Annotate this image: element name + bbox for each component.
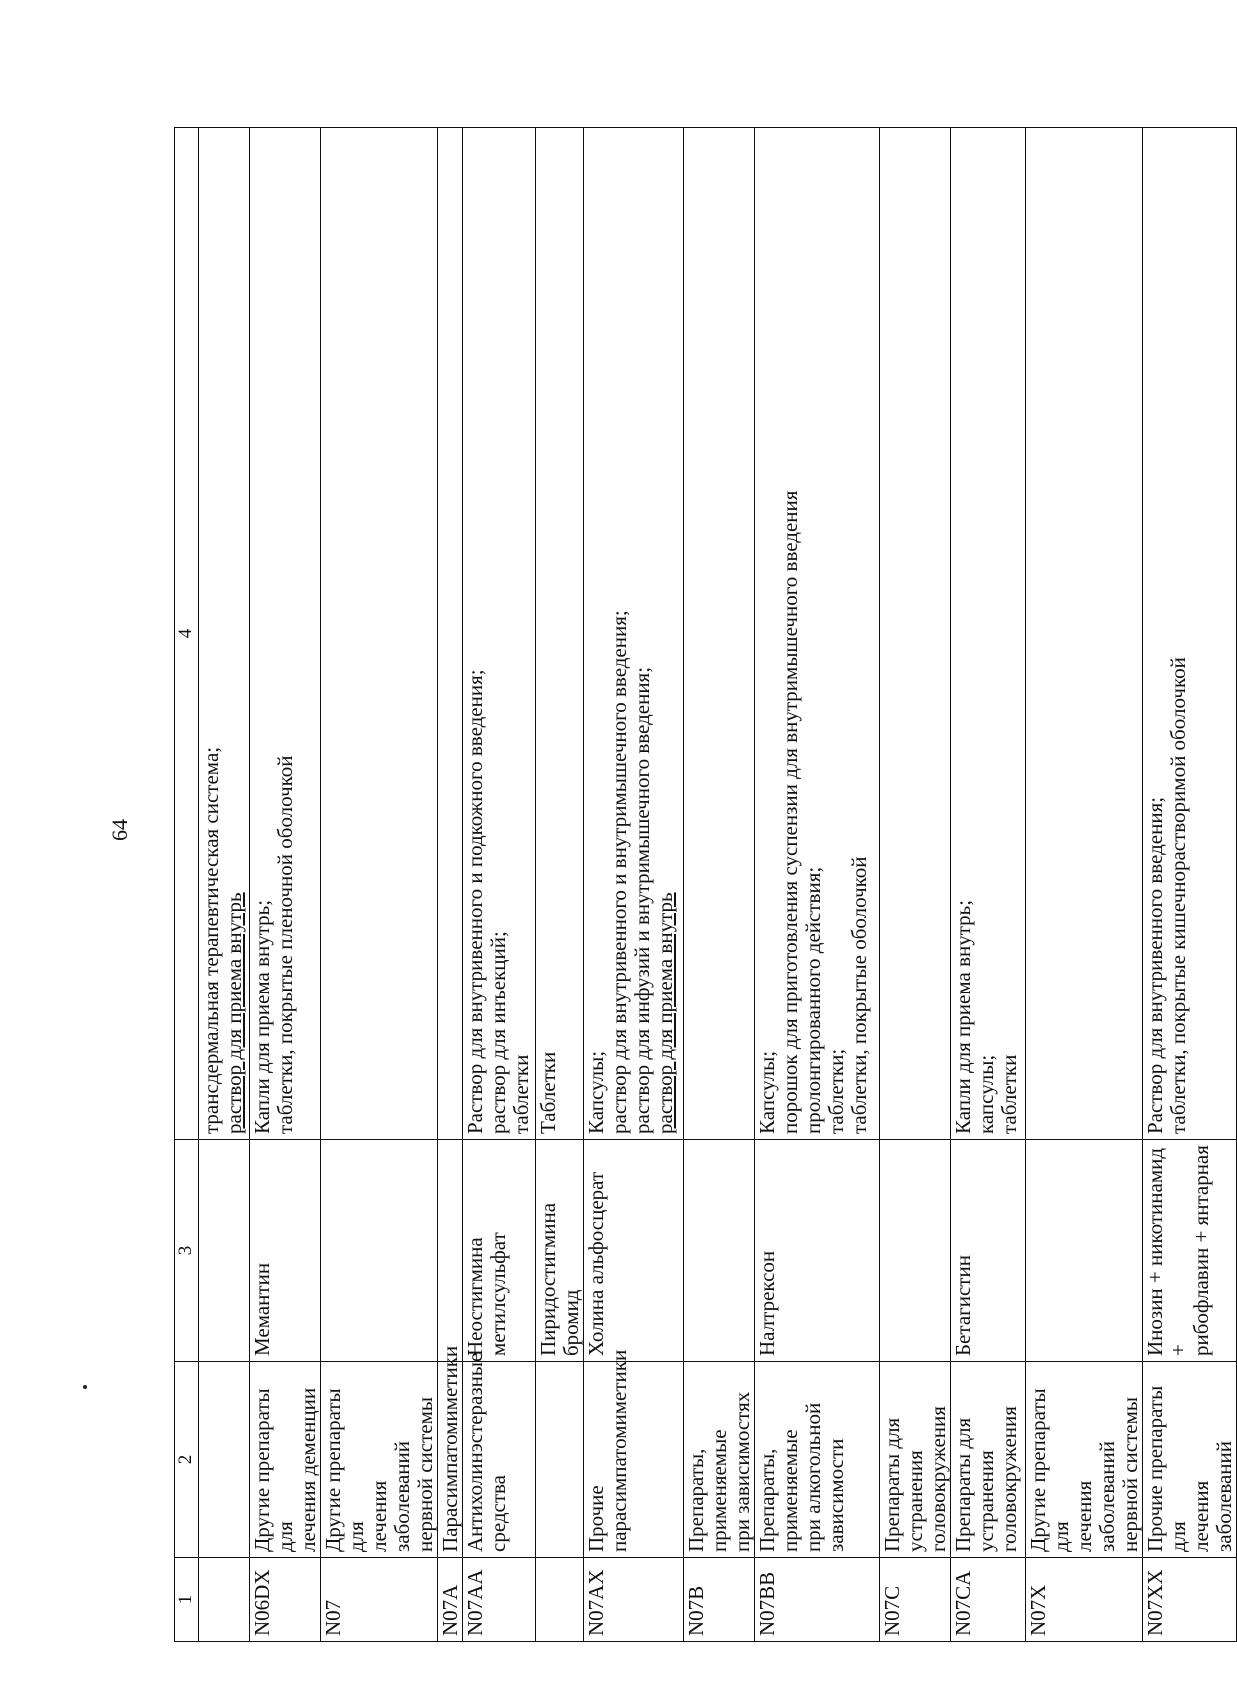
atc-code-cell: N07A xyxy=(438,1558,463,1642)
group-cell xyxy=(684,1362,755,1558)
dosage-forms-cell xyxy=(463,128,536,1140)
table-row xyxy=(536,128,584,1642)
substance-cell-line: Пиридостигмина бромид xyxy=(536,1202,583,1356)
atc-code-cell: N07AA xyxy=(463,1558,536,1642)
substance-cell-line: Бетагистин xyxy=(951,1255,975,1356)
group-cell xyxy=(755,1362,880,1558)
group-cell-line: лечения деменции xyxy=(296,1387,320,1552)
group-cell xyxy=(536,1362,584,1558)
substance-cell xyxy=(463,1140,536,1362)
substance-cell xyxy=(199,1140,250,1362)
table-row xyxy=(199,128,250,1642)
group-cell xyxy=(321,1362,438,1558)
group-cell-line: лечения заболеваний xyxy=(1072,1441,1119,1552)
dosage-forms-cell-line: пролонгированного действия; xyxy=(801,866,825,1134)
table-row xyxy=(1026,128,1143,1642)
substance-cell-line: Налтрексон xyxy=(755,1250,779,1356)
group-cell-line: парасимпатомиметики xyxy=(607,1349,631,1552)
table-rotated-wrapper xyxy=(174,127,1236,1642)
group-cell-line: при зависимостях xyxy=(730,1391,754,1552)
dosage-forms-cell xyxy=(684,128,755,1140)
dosage-forms-cell-line: порошок для приготовления суспензии для внутримышечного введения xyxy=(778,490,802,1134)
atc-code-cell xyxy=(199,1558,250,1642)
dosage-forms-cell xyxy=(1026,128,1143,1140)
group-cell-line: Другие препараты для xyxy=(1026,1388,1073,1552)
dosage-forms-cell-line: Таблетки xyxy=(536,1051,560,1134)
table-header-row xyxy=(175,128,199,1642)
dosage-forms-cell xyxy=(951,128,1026,1140)
dosage-forms-cell-line: Раствор для внутривенного и подкожного введения; xyxy=(463,669,487,1134)
header-col-1: 1 xyxy=(175,1558,199,1642)
group-cell-line: нервной системы xyxy=(1118,1397,1142,1552)
table-row xyxy=(321,128,438,1642)
substance-cell xyxy=(250,1140,321,1362)
group-cell xyxy=(463,1352,536,1558)
dosage-forms-cell-line: таблетки xyxy=(997,1054,1021,1134)
atc-code-cell: N07CA xyxy=(951,1558,1026,1642)
substance-cell xyxy=(880,1140,951,1362)
dosage-forms-cell-line: раствор для инфузий и внутримышечного введения; xyxy=(630,666,654,1134)
table-row xyxy=(250,128,321,1642)
page-number: 64 xyxy=(107,819,132,841)
dosage-forms-cell-line: раствор для инъекций; xyxy=(486,931,510,1134)
substance-cell-line: Неостигмина метилсульфат xyxy=(463,1232,510,1356)
dosage-forms-cell xyxy=(1143,128,1237,1140)
dosage-forms-cell-line: Капсулы; xyxy=(584,1050,608,1134)
dosage-forms-cell-line: Капли для приема внутрь; xyxy=(250,899,274,1134)
group-cell-line: Парасимпатомиметики xyxy=(438,1345,462,1552)
dosage-forms-cell xyxy=(880,128,951,1140)
atc-code-cell xyxy=(536,1558,584,1642)
group-cell xyxy=(438,1345,463,1558)
group-cell-line: Прочие xyxy=(584,1485,608,1552)
drug-table xyxy=(174,127,1237,1642)
group-cell xyxy=(880,1362,951,1558)
dosage-forms-cell xyxy=(199,128,250,1140)
atc-code-cell: N07AX xyxy=(584,1558,684,1642)
group-cell xyxy=(1026,1362,1143,1558)
group-cell xyxy=(584,1349,684,1558)
substance-cell xyxy=(755,1140,880,1362)
atc-code-cell: N06DX xyxy=(250,1558,321,1642)
atc-code-cell: N07BB xyxy=(755,1558,880,1642)
group-cell-line: Препараты для устранения xyxy=(951,1417,998,1552)
table-row xyxy=(463,128,536,1642)
dosage-forms-cell-line: таблетки, покрытые кишечнорастворимой оболочкой xyxy=(1166,657,1190,1134)
table-row xyxy=(684,128,755,1642)
group-cell-line: зависимости xyxy=(824,1438,848,1552)
substance-cell xyxy=(1143,1140,1237,1362)
dosage-forms-cell xyxy=(321,128,438,1140)
substance-cell xyxy=(951,1140,1026,1362)
table-row xyxy=(438,128,463,1642)
substance-cell xyxy=(584,1140,684,1362)
header-col-4: 4 xyxy=(175,128,199,1140)
dosage-forms-cell-line: таблетки, покрытые пленочной оболочкой xyxy=(273,755,297,1134)
group-cell-line: Препараты, применяемые xyxy=(755,1429,802,1552)
substance-cell-line: Мемантин xyxy=(250,1262,274,1356)
group-cell-line: при алкогольной xyxy=(801,1402,825,1552)
dosage-forms-cell-line: Капли для приема внутрь; xyxy=(951,899,975,1134)
group-cell xyxy=(1143,1362,1237,1558)
group-cell-line: головокружения xyxy=(997,1406,1021,1552)
group-cell xyxy=(951,1362,1026,1558)
group-cell-line: Препараты для устранения xyxy=(880,1417,927,1552)
header-col-3: 3 xyxy=(175,1140,199,1362)
dosage-forms-cell xyxy=(536,128,584,1140)
group-cell xyxy=(250,1362,321,1558)
substance-cell xyxy=(684,1140,755,1362)
dosage-forms-cell-line: капсулы; xyxy=(974,1054,998,1134)
substance-cell xyxy=(536,1140,584,1362)
atc-code-cell: N07XX xyxy=(1143,1558,1237,1642)
group-cell-line: Другие препараты для xyxy=(250,1388,297,1552)
dosage-forms-cell xyxy=(584,128,684,1140)
table-row xyxy=(755,128,880,1642)
substance-cell-line: рибофлавин + янтарная xyxy=(1189,1145,1213,1356)
group-cell-line: лечения заболеваний xyxy=(1189,1441,1236,1552)
atc-code-cell: N07B xyxy=(684,1558,755,1642)
atc-code-cell: N07C xyxy=(880,1558,951,1642)
atc-code-cell: N07 xyxy=(321,1558,438,1642)
group-cell-line: лечения заболеваний xyxy=(367,1441,414,1552)
dosage-forms-cell-line: раствор для приема внутрь xyxy=(653,892,677,1134)
substance-cell xyxy=(438,1140,463,1362)
group-cell-line: Прочие препараты для xyxy=(1143,1385,1190,1552)
dosage-forms-cell-line: таблетки; xyxy=(824,1048,848,1134)
substance-cell-line: Холина альфосцерат xyxy=(584,1171,608,1356)
dosage-forms-cell-line: Раствор для внутривенного введения; xyxy=(1143,796,1167,1134)
atc-code-cell: N07X xyxy=(1026,1558,1143,1642)
dosage-forms-cell-line: таблетки, покрытые оболочкой xyxy=(847,856,871,1134)
dosage-forms-cell xyxy=(250,128,321,1140)
table-row xyxy=(951,128,1026,1642)
substance-cell xyxy=(1026,1140,1143,1362)
dosage-forms-cell xyxy=(755,128,880,1140)
group-cell xyxy=(199,1362,250,1558)
table-row xyxy=(1143,128,1237,1642)
dosage-forms-cell-line: таблетки xyxy=(509,1054,533,1134)
dosage-forms-cell-line: раствор для приема внутрь xyxy=(222,892,246,1134)
group-cell-line: Антихолинэстеразные xyxy=(463,1352,487,1552)
dosage-forms-cell xyxy=(438,128,463,1140)
dosage-forms-cell-line: раствор для внутривенного и внутримышечного введения; xyxy=(607,610,631,1134)
substance-cell xyxy=(321,1140,438,1362)
dosage-forms-cell-line: Капсулы; xyxy=(755,1050,779,1134)
table-row xyxy=(880,128,951,1642)
group-cell-line: нервной системы xyxy=(413,1397,437,1552)
group-cell-line: Препараты, применяемые xyxy=(684,1429,731,1552)
header-col-2: 2 xyxy=(175,1362,199,1558)
table-row xyxy=(584,128,684,1642)
group-cell-line: Другие препараты для xyxy=(321,1388,368,1552)
group-cell-line: средства xyxy=(486,1474,510,1552)
substance-cell-line: Инозин + никотинамид + xyxy=(1143,1147,1190,1356)
group-cell-line: головокружения xyxy=(926,1406,950,1552)
scan-speck xyxy=(83,1385,87,1389)
dosage-forms-cell-line: трансдермальная терапевтическая система; xyxy=(199,746,223,1134)
